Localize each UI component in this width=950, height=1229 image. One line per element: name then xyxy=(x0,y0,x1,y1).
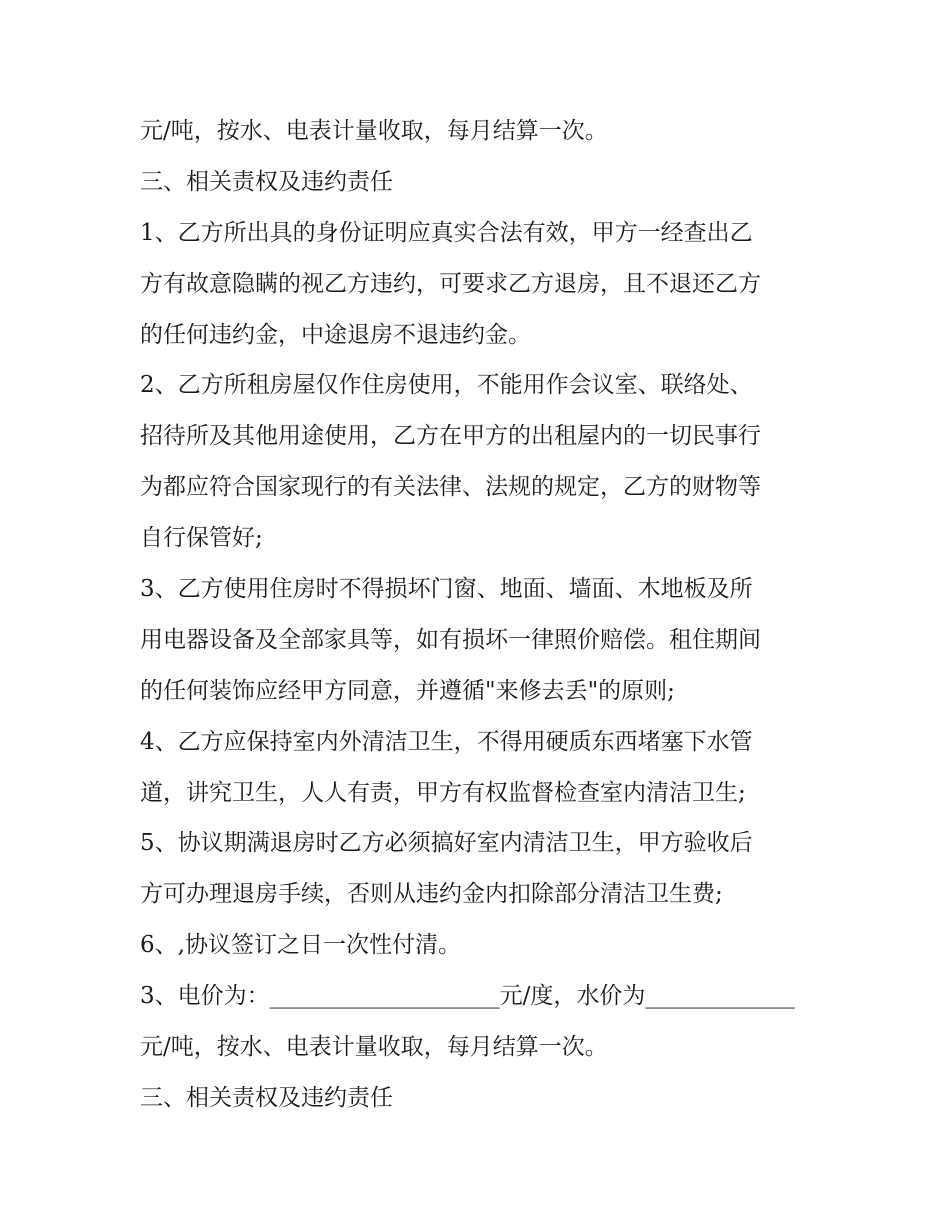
price-fill-in-line: 3、电价为：____________________元/度，水价为_____________ xyxy=(140,983,795,1010)
text-line: 自行保管好; xyxy=(140,525,263,552)
text-line: 1、乙方所出具的身份证明应真实合法有效，甲方一经查出乙 xyxy=(140,219,753,246)
text-line: 5、协议期满退房时乙方必须搞好室内清洁卫生，甲方验收后 xyxy=(140,830,753,857)
text-line: 元/吨，按水、电表计量收取，每月结算一次。 xyxy=(140,118,608,144)
text-line: 方可办理退房手续，否则从违约金内扣除部分清洁卫生费; xyxy=(140,881,723,908)
text-line: 3、乙方使用住房时不得损坏门窗、地面、墙面、木地板及所 xyxy=(140,576,753,603)
text-line: 方有故意隐瞒的视乙方违约，可要求乙方退房，且不退还乙方 xyxy=(140,270,761,297)
text-line: 招待所及其他用途使用，乙方在甲方的出租屋内的一切民事行 xyxy=(140,423,761,450)
document-body xyxy=(140,106,820,1124)
section-heading: 三、相关责权及违约责任 xyxy=(140,1084,393,1111)
text-line: 元/吨，按水、电表计量收取，每月结算一次。 xyxy=(140,1034,608,1061)
text-line: 为都应符合国家现行的有关法律、法规的规定，乙方的财物等 xyxy=(140,474,761,501)
text-line: 6、,协议签订之日一次性付清。 xyxy=(140,932,461,959)
section-heading: 三、相关责权及违约责任 xyxy=(140,168,393,195)
text-line: 2、乙方所租房屋仅作住房使用，不能用作会议室、联络处、 xyxy=(140,372,753,399)
text-line: 4、乙方应保持室内外清洁卫生，不得用硬质东西堵塞下水管 xyxy=(140,728,753,755)
text-line: 道，讲究卫生，人人有责，甲方有权监督检查室内清洁卫生; xyxy=(140,779,746,806)
text-line: 的任何装饰应经甲方同意，并遵循"来修去丢"的原则; xyxy=(140,677,675,704)
text-line: 的任何违约金，中途退房不退违约金。 xyxy=(140,321,531,348)
text-line: 用电器设备及全部家具等，如有损坏一律照价赔偿。租住期间 xyxy=(140,626,761,653)
